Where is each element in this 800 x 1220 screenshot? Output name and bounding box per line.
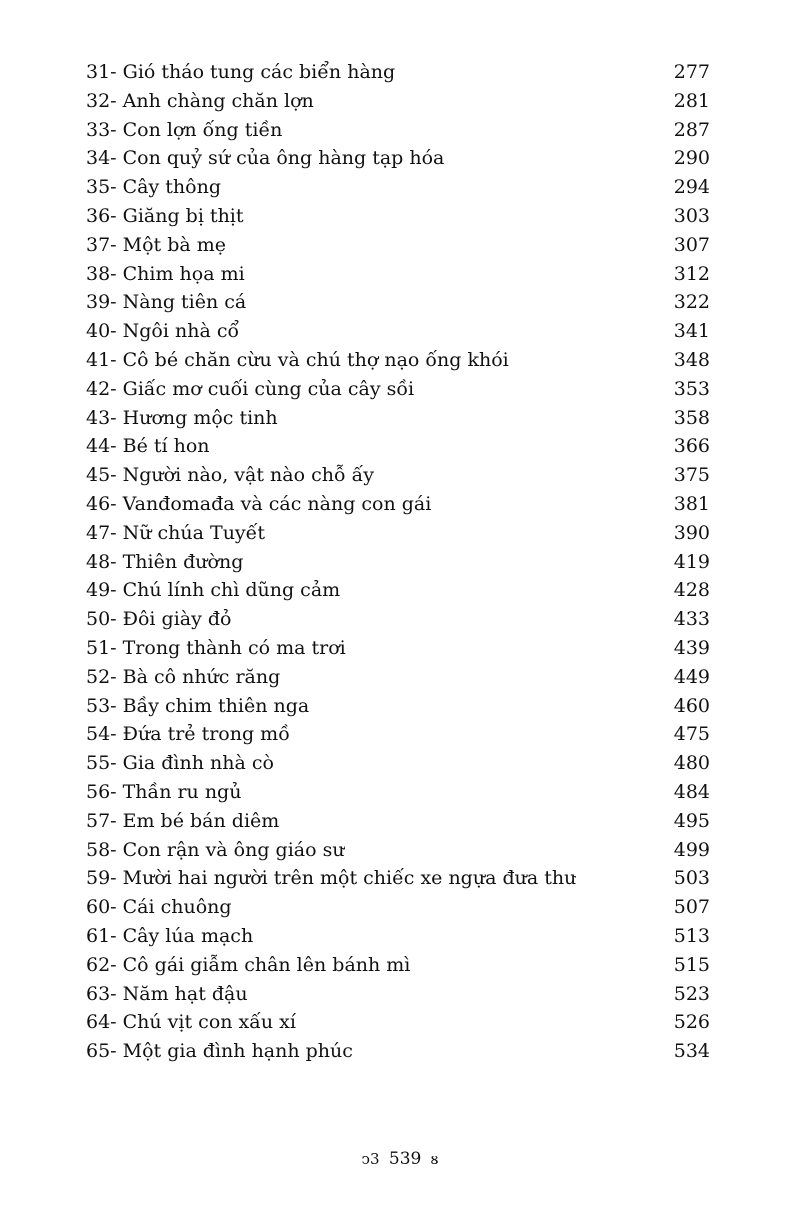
toc-entry-title: 31- Gió tháo tung các biển hàng [86,61,396,83]
toc-entry-title: 33- Con lợn ống tiền [86,118,283,141]
toc-entry [86,576,710,605]
toc-entry [86,922,710,951]
toc-entry-title: 46- Vanđomađa và các nàng con gái [86,492,432,515]
toc-entry-title: 57- Em bé bán diêm [86,809,280,832]
toc-entry-page: 303 [673,204,710,227]
toc-entry [86,1008,710,1037]
toc-entry [86,404,710,433]
toc-entry [86,87,710,116]
toc-entry-title: 54- Đứa trẻ trong mồ [86,723,290,746]
toc-entry-title: 41- Cô bé chăn cừu và chú thợ nạo ống khói [86,348,509,371]
toc-entry-page: 507 [673,896,710,919]
toc-entry-page: 281 [673,89,710,112]
toc-entry-title: 39- Nàng tiên cá [86,291,247,314]
toc-entry-title: 45- Người nào, vật nào chỗ ấy [86,464,374,487]
toc-entry-page: 515 [673,953,710,976]
toc-entry-title: 34- Con quỷ sứ của ông hàng tạp hóa [86,147,445,170]
toc-entry [86,807,710,836]
toc-entry [86,864,710,893]
toc-entry-title: 37- Một bà mẹ [86,233,226,256]
toc-entry [86,836,710,865]
toc-entry-title: 55- Gia đình nhà cò [86,752,274,775]
page-number: 539 [388,1149,422,1169]
toc-entry-page: 523 [673,982,710,1005]
toc-entry [86,375,710,404]
toc-entry-page: 460 [673,694,710,717]
toc-entry [86,980,710,1009]
toc-entry-page: 433 [673,608,710,631]
toc-entry-title: 61- Cây lúa mạch [86,924,254,947]
toc-entry-page: 495 [673,809,710,832]
toc-entry [86,663,710,692]
toc-entry-page: 499 [673,838,710,861]
toc-entry-page: 419 [673,550,710,573]
toc-entry-title: 32- Anh chàng chăn lợn [86,89,314,112]
toc-entry-page: 287 [673,118,710,141]
toc-entry-page: 322 [673,291,710,314]
toc-entry [86,231,710,260]
toc-entry-page: 480 [673,752,710,775]
toc-entry-title: 38- Chim họa mi [86,262,245,285]
toc-entry-page: 475 [673,723,710,746]
toc-entry-page: 341 [673,320,710,343]
toc-entry-page: 307 [673,233,710,256]
toc-entry-title: 51- Trong thành có ma trơi [86,636,346,659]
toc-entry-page: 290 [673,147,710,170]
toc-entry-title: 64- Chú vịt con xấu xí [86,1011,296,1034]
toc-entry-page: 366 [673,435,710,458]
toc-entry-page: 294 [673,176,710,199]
toc-entry-page: 503 [673,867,710,890]
toc-entry-title: 35- Cây thông [86,176,221,199]
toc-entry [86,778,710,807]
toc-entry-title: 40- Ngôi nhà cổ [86,320,240,343]
toc-entry [86,346,710,375]
toc-entry [86,749,710,778]
toc-entry [86,692,710,721]
toc-entry-title: 47- Nữ chúa Tuyết [86,521,265,544]
toc-entry-page: 375 [673,464,710,487]
toc-entry-title: 58- Con rận và ông giáo sư [86,838,345,861]
toc-entry [86,720,710,749]
toc-entry-page: 312 [673,262,710,285]
toc-entry-page: 526 [673,1011,710,1034]
toc-entry-page: 428 [673,579,710,602]
toc-entry [86,548,710,577]
toc-entry-title: 59- Mười hai người trên một chiếc xe ngựa đưa thư [86,867,577,890]
toc-entry [86,317,710,346]
toc-entry [86,461,710,490]
toc-entry-title: 62- Cô gái giẫm chân lên bánh mì [86,953,411,976]
toc-entry-page: 277 [673,61,710,83]
left-ornament-icon: ↄ3 [361,1150,380,1168]
toc-entry-title: 53- Bầy chim thiên nga [86,694,310,717]
toc-entry-title: 48- Thiên đường [86,550,244,573]
toc-entry [86,432,710,461]
table-of-contents [86,58,710,1066]
toc-entry [86,260,710,289]
toc-entry-page: 358 [673,406,710,429]
toc-entry-title: 44- Bé tí hon [86,435,210,458]
toc-entry [86,951,710,980]
toc-entry-title: 43- Hương mộc tinh [86,406,278,429]
toc-entry [86,519,710,548]
toc-entry-page: 348 [673,348,710,371]
toc-entry-page: 353 [673,377,710,400]
toc-entry [86,893,710,922]
toc-entry-title: 65- Một gia đình hạnh phúc [86,1040,353,1063]
toc-entry-title: 36- Giăng bị thịt [86,204,244,227]
toc-entry [86,490,710,519]
toc-entry-title: 50- Đôi giày đỏ [86,608,232,631]
page-footer [0,1148,800,1170]
toc-entry-title: 52- Bà cô nhức răng [86,665,281,688]
toc-entry [86,116,710,145]
toc-entry [86,202,710,231]
toc-entry-page: 449 [673,665,710,688]
toc-entry-title: 42- Giấc mơ cuối cùng của cây sồi [86,377,415,400]
toc-entry-title: 63- Năm hạt đậu [86,982,248,1005]
toc-entry [86,173,710,202]
toc-entry-page: 439 [673,636,710,659]
toc-entry-page: 513 [673,924,710,947]
toc-entry [86,1037,710,1066]
toc-entry-page: 381 [673,492,710,515]
toc-entry [86,58,710,87]
toc-entry-title: 49- Chú lính chì dũng cảm [86,579,341,602]
toc-entry-title: 56- Thần ru ngủ [86,780,242,803]
toc-entry-page: 390 [673,521,710,544]
right-ornament-icon: ᴕ [430,1150,439,1168]
toc-entry-page: 534 [673,1040,710,1063]
toc-entry [86,144,710,173]
toc-entry-title: 60- Cái chuông [86,896,232,919]
toc-entry [86,605,710,634]
toc-entry [86,288,710,317]
toc-entry-page: 484 [673,780,710,803]
toc-entry [86,634,710,663]
